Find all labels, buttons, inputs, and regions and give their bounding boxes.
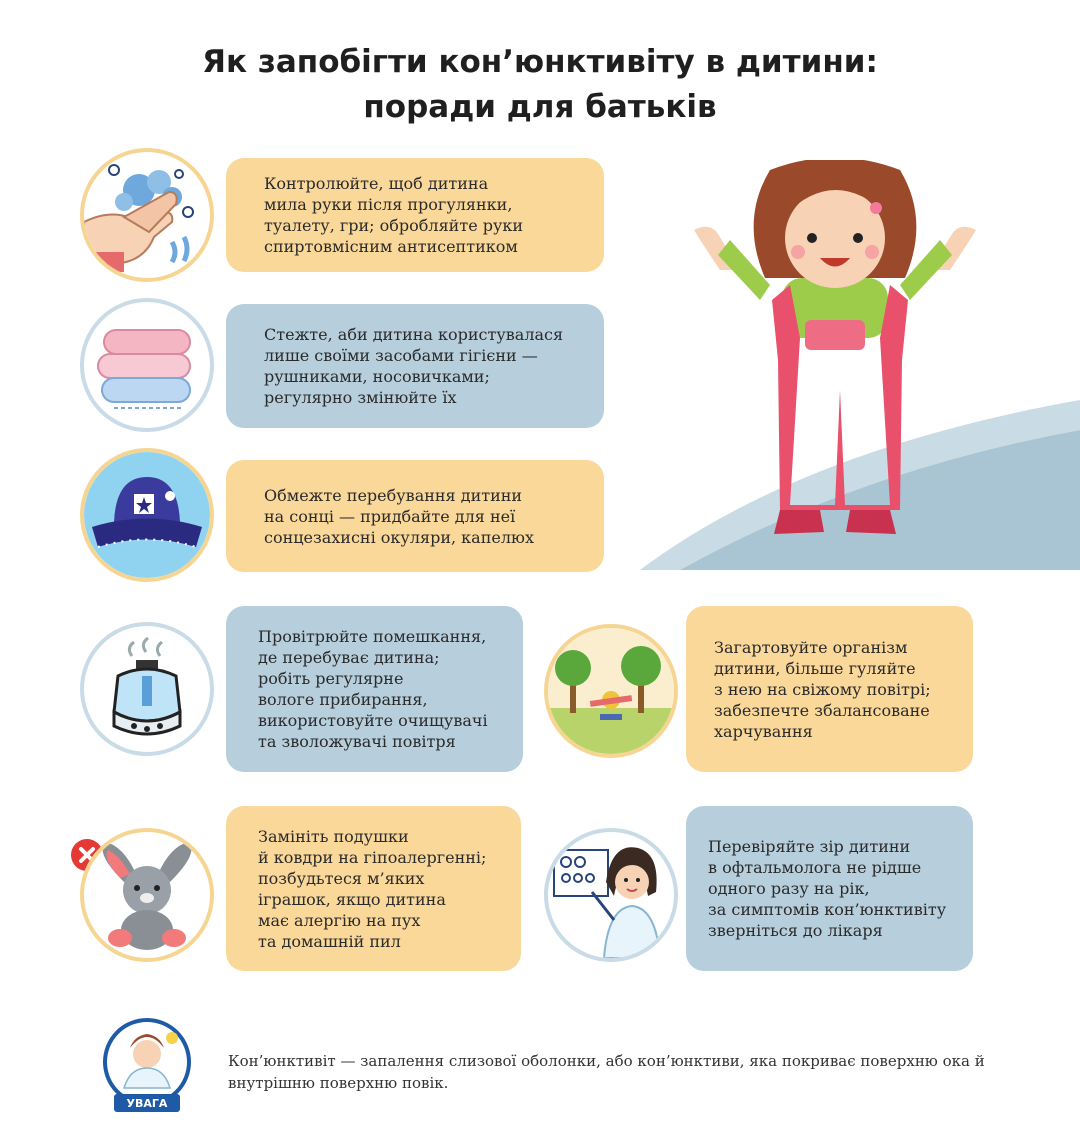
- tip-text-4: Провітрюйте помешкання, де перебуває дитина; робіть регулярне вологе прибирання, використовуйте очищувачі та зволожувачі повітря: [258, 627, 488, 751]
- page-title: [0, 40, 1080, 130]
- title-line-2: поради для батьків: [363, 89, 717, 125]
- tip-text-6: Замініть подушки й ковдри на гіпоалергенні; позбудьтеся м’яких іграшок, якщо дитина має алергію на пух та домашній пил: [258, 826, 487, 951]
- plush-bunny-icon: [80, 828, 214, 962]
- tip-card-2: [226, 304, 604, 428]
- badge-label: УВАГА: [126, 1097, 168, 1110]
- tip-text-3: Обмежте перебування дитини на сонці — придбайте для неї сонцезахисні окуляри, капелюх: [264, 485, 534, 547]
- tip-card-4: [226, 606, 523, 772]
- tip-card-7: [686, 806, 973, 971]
- tip-card-5: [686, 606, 973, 772]
- playground-icon: [544, 624, 678, 758]
- tip-text-1: Контролюйте, щоб дитина мила руки після прогулянки, туалету, гри; обробляйте руки спиртовмісним антисептиком: [264, 174, 524, 256]
- title-line-1: Як запобігти кон’юнктивіту в дитини:: [202, 44, 878, 80]
- eye-doctor-icon: [544, 828, 678, 962]
- tip-text-5: Загартовуйте організм дитини, більше гуляйте з нею на свіжому повітрі; забезпечте збалансоване харчування: [714, 637, 931, 741]
- sun-hat-icon: [80, 448, 214, 582]
- hand-washing-icon: [80, 148, 214, 282]
- girl-illustration: [690, 160, 980, 555]
- footnote: Кон’юнктивіт — запалення слизової оболонки, або кон’юнктиви, яка покриває поверхню ока й внутрішню поверхню повік.: [228, 1052, 985, 1092]
- tip-text-2: Стежте, аби дитина користувалася лише своїми засобами гігієни — рушниками, носовичками; регулярно змінюйте їх: [264, 325, 564, 407]
- towels-icon: [80, 298, 214, 432]
- tip-card-6: [226, 806, 521, 971]
- humidifier-icon: [80, 622, 214, 756]
- tip-text-7: Перевіряйте зір дитини в офтальмолога не рідше одного разу на рік, за симптомів кон’юнктивіту зверніться до лікаря: [708, 837, 947, 940]
- tip-card-1: [226, 158, 604, 272]
- attention-badge: [100, 1018, 194, 1114]
- tip-card-3: [226, 460, 604, 572]
